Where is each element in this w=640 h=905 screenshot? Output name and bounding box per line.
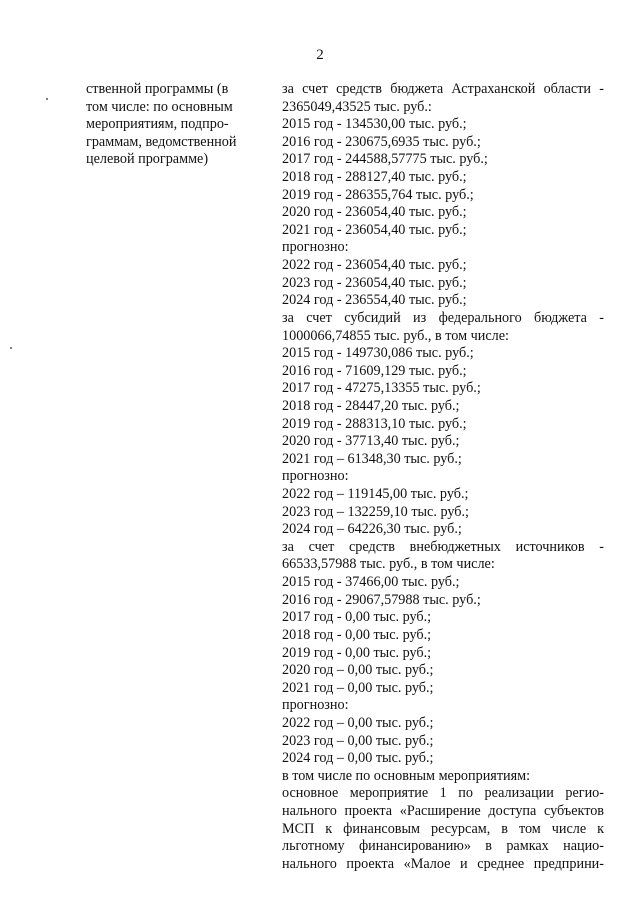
right-column-line: 2022 год - 236054,40 тыс. руб.; xyxy=(282,257,467,274)
right-column xyxy=(282,81,604,873)
right-column-line: 2024 год - 236554,40 тыс. руб.; xyxy=(282,292,467,309)
right-column-line: 2020 год – 0,00 тыс. руб.; xyxy=(282,662,434,679)
right-column-line: 2019 год - 0,00 тыс. руб.; xyxy=(282,644,432,661)
left-column-line: целевой программе) xyxy=(86,151,209,168)
right-column-line: 2019 год - 286355,764 тыс. руб.; xyxy=(282,186,474,203)
right-column-line: 2015 год - 149730,086 тыс. руб.; xyxy=(282,345,474,362)
right-column-line: 2020 год - 37713,40 тыс. руб.; xyxy=(282,433,460,450)
right-column-line: 2017 год - 0,00 тыс. руб.; xyxy=(282,609,432,626)
right-column-line: 2017 год - 244588,57775 тыс. руб.; xyxy=(282,151,488,168)
right-column-line: льготному финансированию» в рамках нацио- xyxy=(282,838,604,855)
left-column xyxy=(86,81,268,169)
right-column-line: 2023 год – 132259,10 тыс. руб.; xyxy=(282,503,469,520)
left-column-line: том числе: по основным xyxy=(86,98,233,115)
right-column-line: 2018 год - 0,00 тыс. руб.; xyxy=(282,626,432,643)
right-column-line: 2016 год - 29067,57988 тыс. руб.; xyxy=(282,591,481,608)
right-column-line: 2022 год – 0,00 тыс. руб.; xyxy=(282,714,434,731)
right-column-line: нального проекта «Малое и среднее предприни- xyxy=(282,855,604,872)
right-column-line: 2024 год – 64226,30 тыс. руб.; xyxy=(282,521,462,538)
right-column-line: в том числе по основным мероприятиям: xyxy=(282,767,531,784)
left-column-line: мероприятиям, подпро- xyxy=(86,116,229,133)
right-column-line: прогнозно: xyxy=(282,239,349,256)
right-column-line: 2021 год – 61348,30 тыс. руб.; xyxy=(282,450,462,467)
right-column-line: 2365049,43525 тыс. руб.: xyxy=(282,98,432,115)
right-column-line: 2020 год - 236054,40 тыс. руб.; xyxy=(282,204,467,221)
right-column-line: 2021 год – 0,00 тыс. руб.; xyxy=(282,679,434,696)
scan-speck xyxy=(46,98,48,100)
left-column-line: граммам, ведомственной xyxy=(86,133,237,150)
right-column-line: основное мероприятие 1 по реализации регио- xyxy=(282,785,604,802)
right-column-line: МСП к финансовым ресурсам, в том числе к xyxy=(282,820,604,837)
right-column-line: 2023 год – 0,00 тыс. руб.; xyxy=(282,732,434,749)
right-column-line: 2023 год - 236054,40 тыс. руб.; xyxy=(282,274,467,291)
right-column-line: 2016 год - 230675,6935 тыс. руб.; xyxy=(282,133,481,150)
right-column-line: 2015 год - 134530,00 тыс. руб.; xyxy=(282,116,467,133)
right-column-line: за счет средств бюджета Астраханской области - xyxy=(282,81,604,97)
right-column-line: 2019 год - 288313,10 тыс. руб.; xyxy=(282,415,467,432)
right-column-line: 2024 год – 0,00 тыс. руб.; xyxy=(282,750,434,767)
right-column-line: прогнозно: xyxy=(282,468,349,485)
right-column-line: прогнозно: xyxy=(282,697,349,714)
right-column-line: 2015 год - 37466,00 тыс. руб.; xyxy=(282,574,460,591)
right-column-line: нального проекта «Расширение доступа субъектов xyxy=(282,802,604,819)
scan-speck xyxy=(10,347,12,349)
right-column-line: 2017 год - 47275,13355 тыс. руб.; xyxy=(282,380,481,397)
page-number: 2 xyxy=(316,47,324,63)
right-column-line: 2018 год - 288127,40 тыс. руб.; xyxy=(282,169,467,186)
right-column-line: 2016 год - 71609,129 тыс. руб.; xyxy=(282,362,467,379)
right-column-line: 1000066,74855 тыс. руб., в том числе: xyxy=(282,327,509,344)
right-column-line: 66533,57988 тыс. руб., в том числе: xyxy=(282,556,495,573)
right-column-line: 2021 год - 236054,40 тыс. руб.; xyxy=(282,221,467,238)
right-column-line: за счет средств внебюджетных источников - xyxy=(282,538,604,555)
right-column-line: 2022 год – 119145,00 тыс. руб.; xyxy=(282,486,469,503)
right-column-line: за счет субсидий из федерального бюджета - xyxy=(282,309,604,326)
right-column-line: 2018 год - 28447,20 тыс. руб.; xyxy=(282,397,460,414)
left-column-line: ственной программы (в xyxy=(86,81,229,97)
